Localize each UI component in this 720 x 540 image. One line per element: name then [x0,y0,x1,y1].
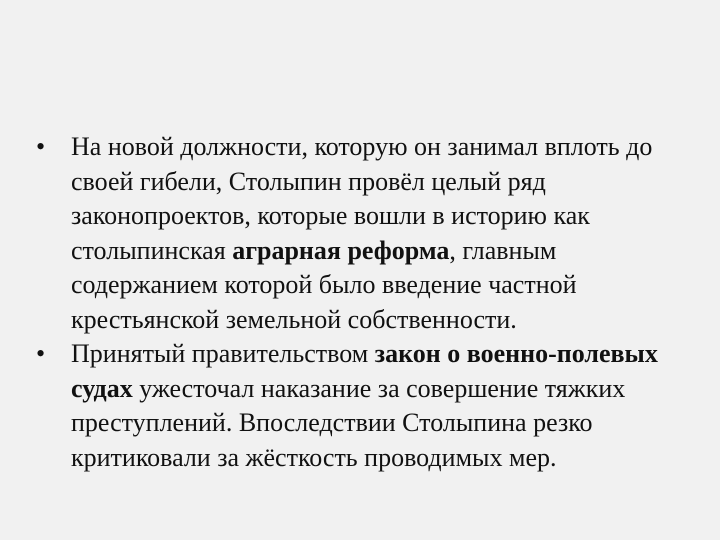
text-segment: На новой должности, которую он занимал вплоть до своей гибели, Столыпин провёл целый ряд законопроектов, которые вошли в историю как столыпинская [71,132,653,265]
list-item-text [71,337,686,475]
bullet-icon: • [36,339,46,368]
bullet-icon: • [36,132,46,161]
list-item [36,130,686,337]
text-segment: ужесточал наказание за совершение тяжких преступлений. Впоследствии Столыпина резко критиковали за жёсткость проводимых мер. [71,373,626,472]
bold-term: закон о военно-полевых судах [71,339,658,403]
text-segment: , главным содержанием которой было введение частной крестьянской земельной собственности. [71,235,577,334]
text-segment: Принятый правительством [71,339,375,368]
list-item [36,337,686,475]
bold-term: аграрная реформа [232,235,450,265]
bullet-list [36,130,686,475]
list-item-text [71,130,686,337]
